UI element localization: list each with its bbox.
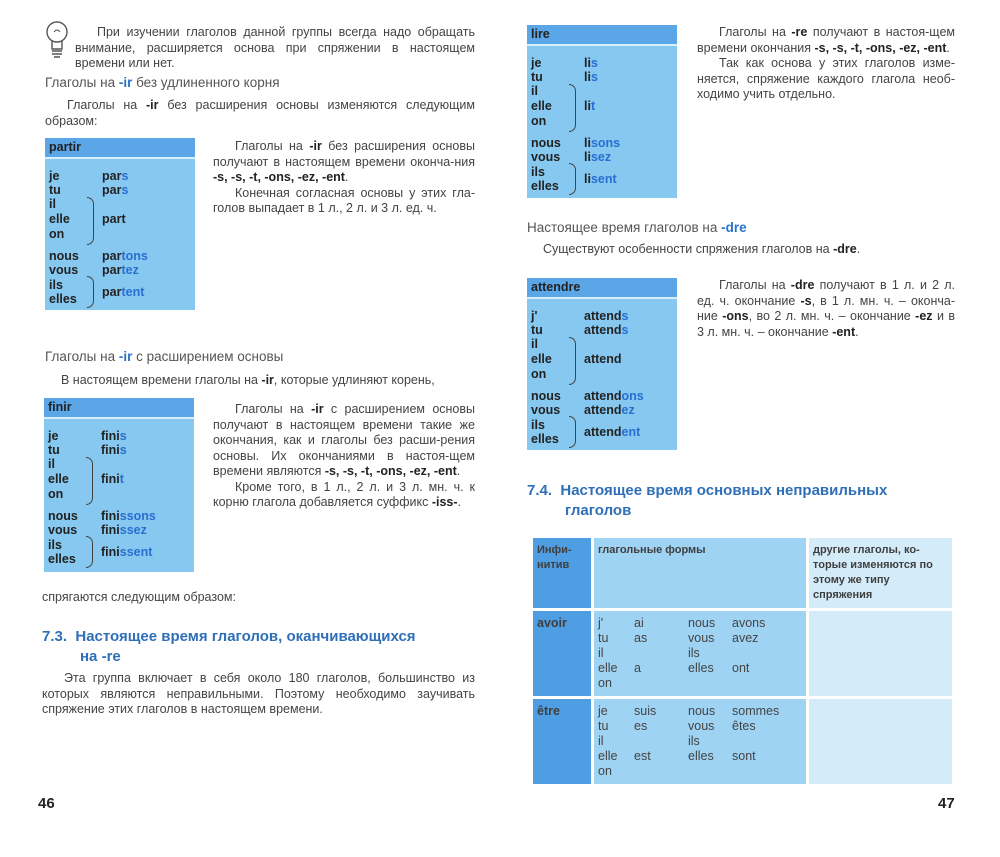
verb-ending: ssez	[119, 523, 147, 537]
form-cell: ont	[732, 661, 750, 675]
box-verb-header: partir	[45, 138, 195, 159]
verb-stem: attend	[584, 352, 622, 366]
form-cell: on	[598, 764, 612, 778]
text: без расширения основы изменяются следующим образом:	[45, 98, 475, 128]
form-cell	[732, 764, 792, 779]
text: -ir	[261, 373, 274, 387]
paragraph: Существуют особенности спряжения глаголов на -dre.	[543, 242, 861, 256]
verb-stem: fini	[101, 472, 120, 486]
pronoun: elle	[48, 472, 69, 486]
form-cell: on	[598, 676, 612, 690]
form-cell: elles	[688, 661, 714, 675]
text: -s, -s, -t, -ons, -ez, -ent	[324, 464, 457, 478]
table-row	[533, 611, 952, 696]
verb-stem: li	[584, 136, 591, 150]
verb-ending: s	[121, 183, 129, 197]
verb-ending: s	[621, 323, 629, 337]
paragraph	[45, 98, 475, 129]
conjugation-box-attendre	[527, 278, 677, 450]
box-verb-header: lire	[527, 25, 677, 46]
form-cell: es	[634, 719, 648, 733]
pronoun: elle	[531, 352, 552, 366]
text: получают в 1 л. и 2 л. ед. ч. окончание	[697, 278, 956, 308]
form-cell: êtes	[732, 719, 756, 733]
verb-ending: t	[119, 472, 124, 486]
verb-form	[101, 545, 152, 559]
verb-stem: fini	[101, 545, 120, 559]
pronoun: elle	[531, 99, 552, 113]
section-heading-7-4	[527, 481, 957, 521]
verb-ending: tons	[121, 249, 148, 263]
verb-stem: fini	[101, 429, 120, 443]
verb-stem: li	[584, 70, 591, 84]
text: без расширения основы получают в настоящем времени оконча-ния	[213, 139, 475, 169]
verb-form	[102, 212, 126, 226]
text: Глаголы на	[235, 402, 312, 416]
text: -dre	[790, 278, 815, 292]
form-cell: elles	[688, 749, 714, 763]
explanation: Глаголы на -re получают в настоя-щем времени окончания -s, -s, -t, -ons, -ez, -ent. Так как основа у этих глаголов изме-няется, спряжение каждого глагола необ-ходимо учить отдельно.	[697, 25, 955, 101]
pronoun: je	[49, 169, 60, 183]
text: Глаголы на	[719, 25, 792, 39]
pronoun: j'	[531, 309, 538, 323]
pronoun: on	[48, 487, 64, 501]
verb-ending: s	[119, 443, 127, 457]
verb-ending: ons	[621, 389, 644, 403]
text: , которые удлиняют корень,	[273, 373, 435, 387]
verb-cell: avoir	[533, 611, 591, 696]
section-title-line2: на -re	[80, 648, 121, 665]
subheading-ir-extension	[45, 349, 283, 364]
pronoun: je	[48, 429, 59, 443]
verb-ending: t	[590, 99, 596, 113]
form-cell: sont	[732, 749, 756, 763]
text: -ir	[118, 349, 133, 364]
brace	[569, 163, 576, 195]
verb-ending: ssons	[119, 509, 156, 523]
text: Так как основа у этих глаголов изме-няется, спряжение каждого глагола необ-ходимо учить отдельно.	[697, 56, 955, 101]
verb-form	[584, 403, 635, 417]
irregular-verbs-table	[530, 535, 955, 787]
explanation: Глаголы на -ir с расширением основы получают в настоящем времени такие же окончания, как и глаголы без расши-рения основы. Их окончаниями в настоя-щем времени являются -s, -s, -t, -ons, -ez, -ent. Кроме того, в 1 л., 2 л. и 3 л. мн. ч. к корню глагола добавляется суффикс -iss-.	[213, 402, 475, 509]
text: Кроме того, в 1 л., 2 л. и 3 л. мн. ч. к корню глагола добавляется суффикс	[213, 479, 475, 509]
pronoun: elles	[531, 179, 559, 193]
paragraph: Эта группа включает в себя около 180 глаголов, большинство из которых являются неправильными. Поэтому необходимо заучивать спряжение этих глаголов в настоящем времени.	[42, 671, 475, 716]
text: -iss-	[431, 495, 458, 509]
verb-ending: s	[119, 429, 127, 443]
form-cell	[732, 646, 792, 661]
form-cell: elle	[598, 661, 618, 675]
section-title: Настоящее время глаголов, оканчивающихся	[75, 628, 416, 645]
empty-cell	[809, 699, 952, 784]
verb-form	[584, 309, 628, 323]
verb-form	[102, 263, 139, 277]
conjugation-box-partir	[45, 138, 195, 310]
form-cell: avez	[732, 631, 759, 645]
verb-form	[584, 99, 595, 113]
pronoun: il	[49, 197, 56, 211]
brace	[569, 84, 576, 132]
verb-stem: fini	[101, 523, 120, 537]
form-cell: as	[634, 631, 648, 645]
text: и в 3 л. мн. ч. – окончание	[697, 309, 955, 339]
pronoun: il	[531, 84, 538, 98]
form-cell: il	[598, 734, 604, 748]
verb-ending: tent	[121, 285, 145, 299]
pronoun: elles	[531, 432, 559, 446]
verb-form	[101, 523, 147, 537]
pronoun: tu	[48, 443, 60, 457]
pronoun: nous	[48, 509, 78, 523]
subheading-ir-no-extension	[45, 75, 280, 90]
form-cell: sommes	[732, 704, 780, 718]
text: Глаголы на	[719, 278, 791, 292]
explanation: Глаголы на -dre получают в 1 л. и 2 л. ед. ч. окончание -s, в 1 л. мн. ч. – оконча-ние -ons, во 2 л. мн. ч. – окончание -ez и в 3 л. мн. ч. – окончание -ent.	[697, 278, 956, 339]
form-cell: ils	[688, 734, 700, 748]
verb-stem: attend	[584, 425, 622, 439]
form-cell: elle	[598, 749, 618, 763]
form-cell	[688, 764, 732, 779]
verb-stem: par	[102, 285, 122, 299]
form-cell: suis	[634, 704, 657, 718]
text: Существуют особенности спряжения глаголов на	[543, 242, 834, 256]
text: получают в настоя-щем времени окончания	[697, 25, 955, 55]
page-number: 47	[938, 795, 955, 812]
pronoun: tu	[531, 70, 543, 84]
text: Глаголы на	[45, 75, 119, 90]
verb-form	[101, 509, 156, 523]
text: Глаголы на	[235, 139, 310, 153]
verb-form	[584, 352, 622, 366]
text: -ez	[915, 309, 933, 323]
pronoun: nous	[49, 249, 79, 263]
header-forms: глагольные формы	[594, 538, 806, 608]
page-number: 46	[38, 795, 55, 812]
verb-stem: li	[584, 56, 591, 70]
tip-paragraph: При изучении глаголов данной группы всегда надо обращать внимание, расширяется основа при спряжении в настоящем времени или нет.	[75, 25, 475, 70]
pronoun: il	[531, 337, 538, 351]
form-cell	[634, 734, 688, 749]
form-cell: ils	[688, 646, 700, 660]
pronoun: on	[531, 367, 547, 381]
form-cell: avons	[732, 616, 766, 630]
pronoun: nous	[531, 136, 561, 150]
text: -ir	[309, 139, 322, 153]
header-infinitive: Инфи-нитив	[533, 538, 591, 608]
text: -dre	[833, 242, 857, 256]
verb-ending: ssent	[119, 545, 153, 559]
verb-form	[102, 183, 128, 197]
form-cell: nous	[688, 616, 716, 630]
text: -ent	[832, 324, 856, 339]
form-cell	[634, 764, 688, 779]
pronoun: elle	[49, 212, 70, 226]
verb-forms	[598, 616, 802, 691]
form-cell	[634, 676, 688, 691]
text: Настоящее время глаголов на	[527, 220, 722, 235]
pronoun: vous	[531, 403, 561, 417]
verb-ending: ent	[621, 425, 641, 439]
form-cell: nous	[688, 704, 716, 718]
text: Конечная согласная основы у этих гла-голов выпадает в 1 л., 2 л. и 3 л. ед. ч.	[213, 185, 475, 215]
form-cell: j'	[598, 616, 604, 630]
explanation: Глаголы на -ir без расширения основы получают в настоящем времени оконча-ния -s, -s, -t, -ons, -ez, -ent. Конечная согласная основы у этих гла-голов выпадает в 1 л., 2 л. и 3 л. ед. ч.	[213, 139, 475, 215]
verb-stem: fini	[101, 443, 120, 457]
verb-ending: ez	[621, 403, 635, 417]
verb-form	[101, 429, 127, 443]
text: -ons	[722, 309, 749, 323]
verb-stem: li	[584, 99, 591, 113]
pronoun: je	[531, 56, 542, 70]
verb-stem: attend	[584, 403, 622, 417]
verb-ending: tez	[121, 263, 139, 277]
text: Глаголы на	[67, 98, 147, 112]
conjugation-box-lire	[527, 25, 677, 198]
verb-ending: s	[590, 70, 598, 84]
verb-form	[584, 389, 644, 403]
form-cell: vous	[688, 719, 715, 733]
header-other-verbs: другие глаголы, ко-торые изменяются по этому же типу спряжения	[809, 538, 952, 608]
verb-ending: sons	[590, 136, 621, 150]
pronoun: nous	[531, 389, 561, 403]
form-cell: je	[598, 704, 608, 718]
verb-ending: sez	[590, 150, 612, 164]
box-verb-header: finir	[44, 398, 194, 419]
pronoun: il	[48, 457, 55, 471]
pronoun: elles	[49, 292, 77, 306]
text: , во 2 л. мн. ч. – окончание	[748, 309, 916, 323]
pronoun: tu	[49, 183, 61, 197]
verb-stem: li	[584, 150, 591, 164]
conjugation-box-finir	[44, 398, 194, 572]
empty-cell	[809, 611, 952, 696]
verb-form	[101, 472, 124, 486]
brace	[569, 416, 576, 448]
text: -s	[800, 293, 812, 308]
pronoun: ils	[48, 538, 62, 552]
form-cell	[688, 676, 732, 691]
form-cell: tu	[598, 631, 609, 645]
text: -s, -s, -t, -ons, -ez, -ent	[814, 40, 947, 55]
pronoun: ils	[531, 418, 545, 432]
verb-stem: par	[102, 183, 122, 197]
form-cell: tu	[598, 719, 609, 733]
verb-stem: attend	[584, 323, 622, 337]
verb-stem: attend	[584, 389, 622, 403]
verb-form	[102, 169, 128, 183]
section-title: Настоящее время основных неправильных	[560, 482, 888, 499]
text: -ir	[118, 75, 133, 90]
form-cell: il	[598, 646, 604, 660]
pronoun: elles	[48, 552, 76, 566]
verb-stem: fini	[101, 509, 120, 523]
verb-form	[584, 56, 598, 70]
paragraph	[61, 373, 491, 389]
text: Глаголы на	[45, 349, 119, 364]
verb-ending: s	[590, 56, 598, 70]
table-header-row	[533, 538, 952, 608]
verb-cell: être	[533, 699, 591, 784]
subheading-dre	[527, 220, 747, 235]
verb-stem: part	[102, 212, 126, 226]
brace	[87, 197, 94, 245]
text: В настоящем времени глаголы на	[61, 373, 262, 387]
text: -re	[791, 25, 808, 39]
pronoun: on	[531, 114, 547, 128]
verb-ending: s	[121, 169, 129, 183]
pronoun: ils	[531, 165, 545, 179]
pronoun: on	[49, 227, 65, 241]
section-heading-7-3	[42, 627, 482, 667]
box-verb-header: attendre	[527, 278, 677, 299]
table-row	[533, 699, 952, 784]
text: с расширением основы получают в настоящем времени такие же окончания, как и глаголы без расши-рения основы. Их окончаниями в настоя-щем времени являются	[213, 402, 475, 478]
form-cell: ai	[634, 616, 644, 630]
section-number: 7.4.	[527, 482, 553, 499]
verb-ending: s	[621, 309, 629, 323]
verb-form	[102, 249, 148, 263]
pronoun: vous	[48, 523, 78, 537]
lightbulb-icon	[44, 20, 70, 65]
brace	[87, 276, 94, 308]
form-cell: est	[634, 749, 651, 763]
verb-stem: par	[102, 263, 122, 277]
text: -s, -s, -t, -ons, -ez, -ent	[213, 170, 345, 184]
pronoun: vous	[49, 263, 79, 277]
verb-form	[102, 285, 144, 299]
form-cell	[732, 676, 792, 691]
verb-forms	[598, 704, 802, 779]
verb-form	[584, 323, 628, 337]
paragraph: спрягаются следующим образом:	[42, 590, 236, 604]
pronoun: tu	[531, 323, 543, 337]
verb-form	[584, 150, 611, 164]
verb-form	[584, 70, 598, 84]
form-cell	[732, 734, 792, 749]
section-number: 7.3.	[42, 628, 68, 645]
verb-stem: par	[102, 169, 122, 183]
verb-stem: attend	[584, 309, 622, 323]
form-cell: vous	[688, 631, 715, 645]
section-title-line2: глаголов	[565, 502, 632, 519]
brace	[86, 457, 93, 505]
brace	[569, 337, 576, 385]
brace	[86, 536, 93, 568]
verb-ending: sent	[590, 172, 617, 186]
text: -ir	[146, 98, 159, 112]
text: с расширением основы	[132, 349, 284, 364]
text: -dre	[721, 220, 747, 235]
verb-stem: par	[102, 249, 122, 263]
verb-form	[584, 172, 617, 186]
form-cell	[634, 646, 688, 661]
text: , в 1 л. мн. ч. – оконча-ние	[697, 293, 955, 323]
verb-form	[584, 136, 620, 150]
verb-form	[584, 425, 640, 439]
verb-form	[101, 443, 127, 457]
text: -ir	[311, 402, 324, 416]
text: без удлиненного корня	[132, 75, 280, 90]
form-cell: a	[634, 661, 641, 675]
verb-stem: li	[584, 172, 591, 186]
pronoun: vous	[531, 150, 561, 164]
pronoun: ils	[49, 278, 63, 292]
